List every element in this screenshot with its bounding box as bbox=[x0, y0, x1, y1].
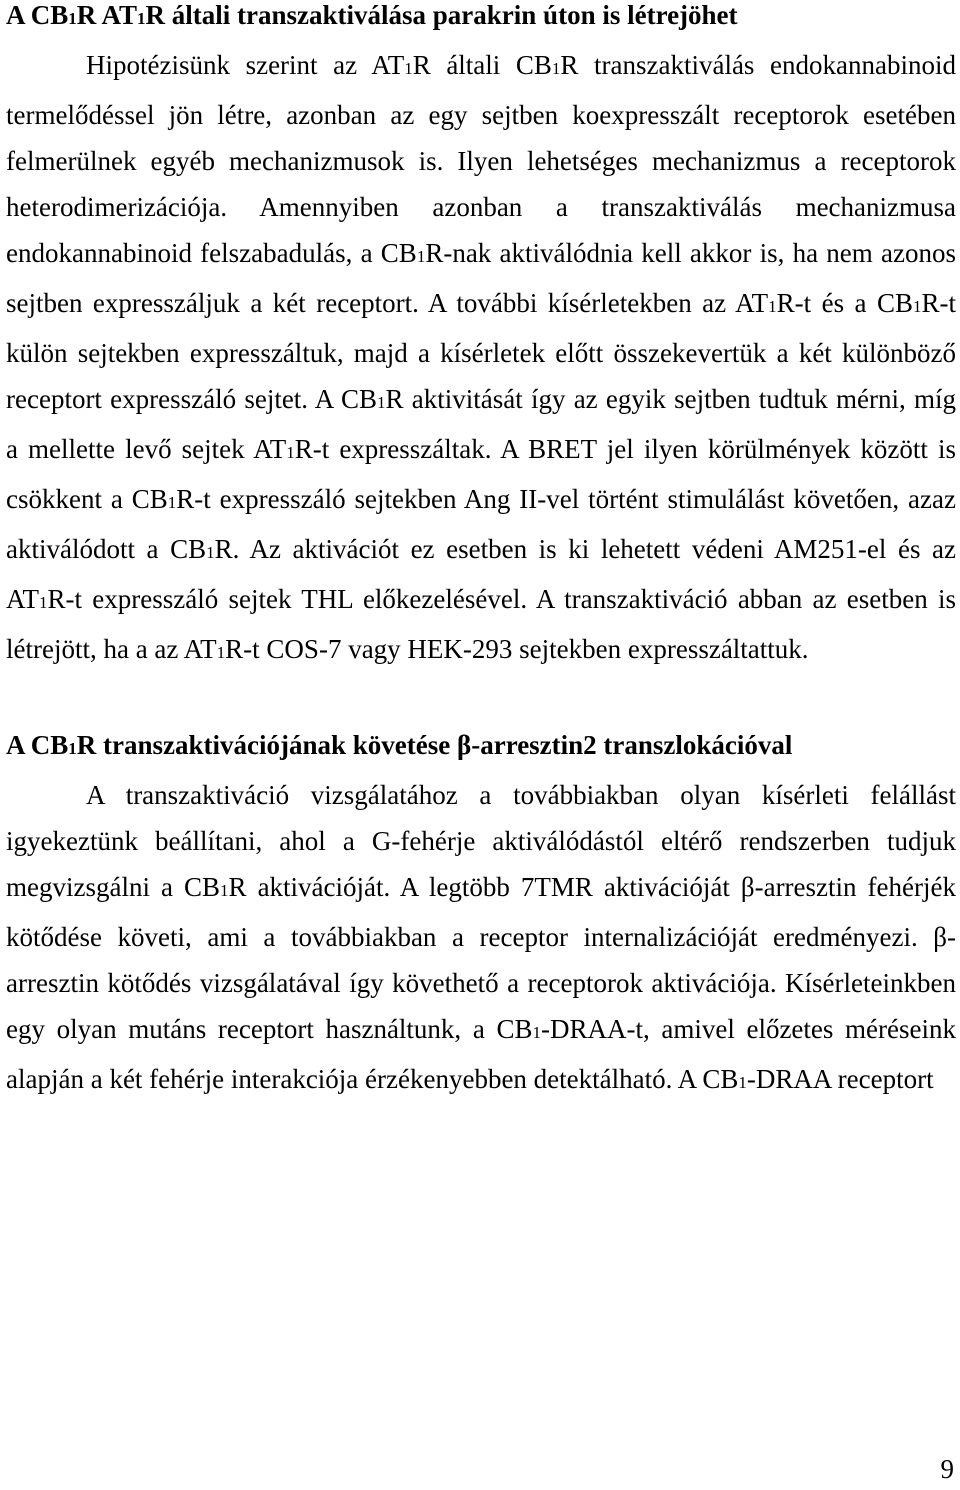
subscript: 1 bbox=[913, 297, 922, 316]
subscript: 1 bbox=[167, 493, 177, 512]
subscript: 1 bbox=[68, 739, 77, 758]
section1-heading: A CB1R AT1R általi transzaktiválása parakrin úton is létrejöhet bbox=[6, 0, 738, 30]
subscript: 1 bbox=[404, 59, 413, 78]
subscript: 1 bbox=[551, 59, 561, 78]
page-number: 9 bbox=[940, 1454, 954, 1484]
subscript: 1 bbox=[137, 9, 146, 28]
subscript: 1 bbox=[220, 881, 229, 900]
subscript: 1 bbox=[206, 543, 215, 562]
subscript: 1 bbox=[68, 9, 77, 28]
subscript: 1 bbox=[377, 393, 386, 412]
section1-paragraph: Hipotézisünk szerint az AT1R általi CB1R transzaktiválás endokannabinoid termelődéssel jön létre, azonban az egy sejtben koexpresszált receptorok esetében felmerülnek egyéb mechanizmusok is. Ilyen lehetséges mechanizmus a receptorok heterodimerizációja. Amennyiben azonban a transzaktiválás mechanizmusa endokannabinoid felszabadulás, a CB1R-nak aktiválódnia kell akkor is, ha nem azonos sejtben expresszáljuk a két receptort. A további kísérletekben az AT1R-t és a CB1R-t külön sejtekben expresszáltuk, majd a kísérletek előtt összekevertük a két különböző receptort expresszáló sejtet. A CB1R aktivitását így az egyik sejtben tudtuk mérni, míg a mellette levő sejtek AT1R-t expresszáltak. A BRET jel ilyen körülmények között is csökkent a CB1R-t expresszáló sejtekben Ang II-vel történt stimulálást követően, azaz aktiválódott a CB1R. Az aktivációt ez esetben is ki lehetett védeni AM251-el és az AT1R-t expresszáló sejtek THL előkezelésével. A transzaktiváció abban az esetben is létrejött, ha a az AT1R-t COS-7 vagy HEK-293 sejtekben expresszáltattuk. bbox=[6, 50, 957, 664]
subscript: 1 bbox=[532, 1023, 541, 1042]
subscript: 1 bbox=[768, 297, 777, 316]
subscript: 1 bbox=[286, 443, 295, 462]
subscript: 1 bbox=[416, 247, 426, 266]
section2-heading: A CB1R transzaktivációjának követése β-arresztin2 transzlokációval bbox=[6, 730, 793, 760]
subscript: 1 bbox=[216, 643, 226, 662]
subscript: 1 bbox=[738, 1073, 747, 1092]
section2-paragraph: A transzaktiváció vizsgálatához a továbbiakban olyan kísérleti felállást igyekeztünk beállítani, ahol a G-fehérje aktiválódástól eltérő rendszerben tudjuk megvizsgálni a CB1R aktivációját. A legtöbb 7TMR aktivációját β-arresztin fehérjék kötődése követi, ami a továbbiakban a receptor internalizációját eredményezi. β-arresztin kötődés vizsgálatával így követhető a receptorok aktivációja. Kísérleteinkben egy olyan mutáns receptort használtunk, a CB1-DRAA-t, amivel előzetes méréseink alapján a két fehérje interakciója érzékenyebben detektálható. A CB1-DRAA receptort bbox=[6, 780, 956, 1094]
section-gap bbox=[6, 676, 956, 722]
subscript: 1 bbox=[39, 593, 48, 612]
document-page bbox=[6, 0, 956, 1106]
